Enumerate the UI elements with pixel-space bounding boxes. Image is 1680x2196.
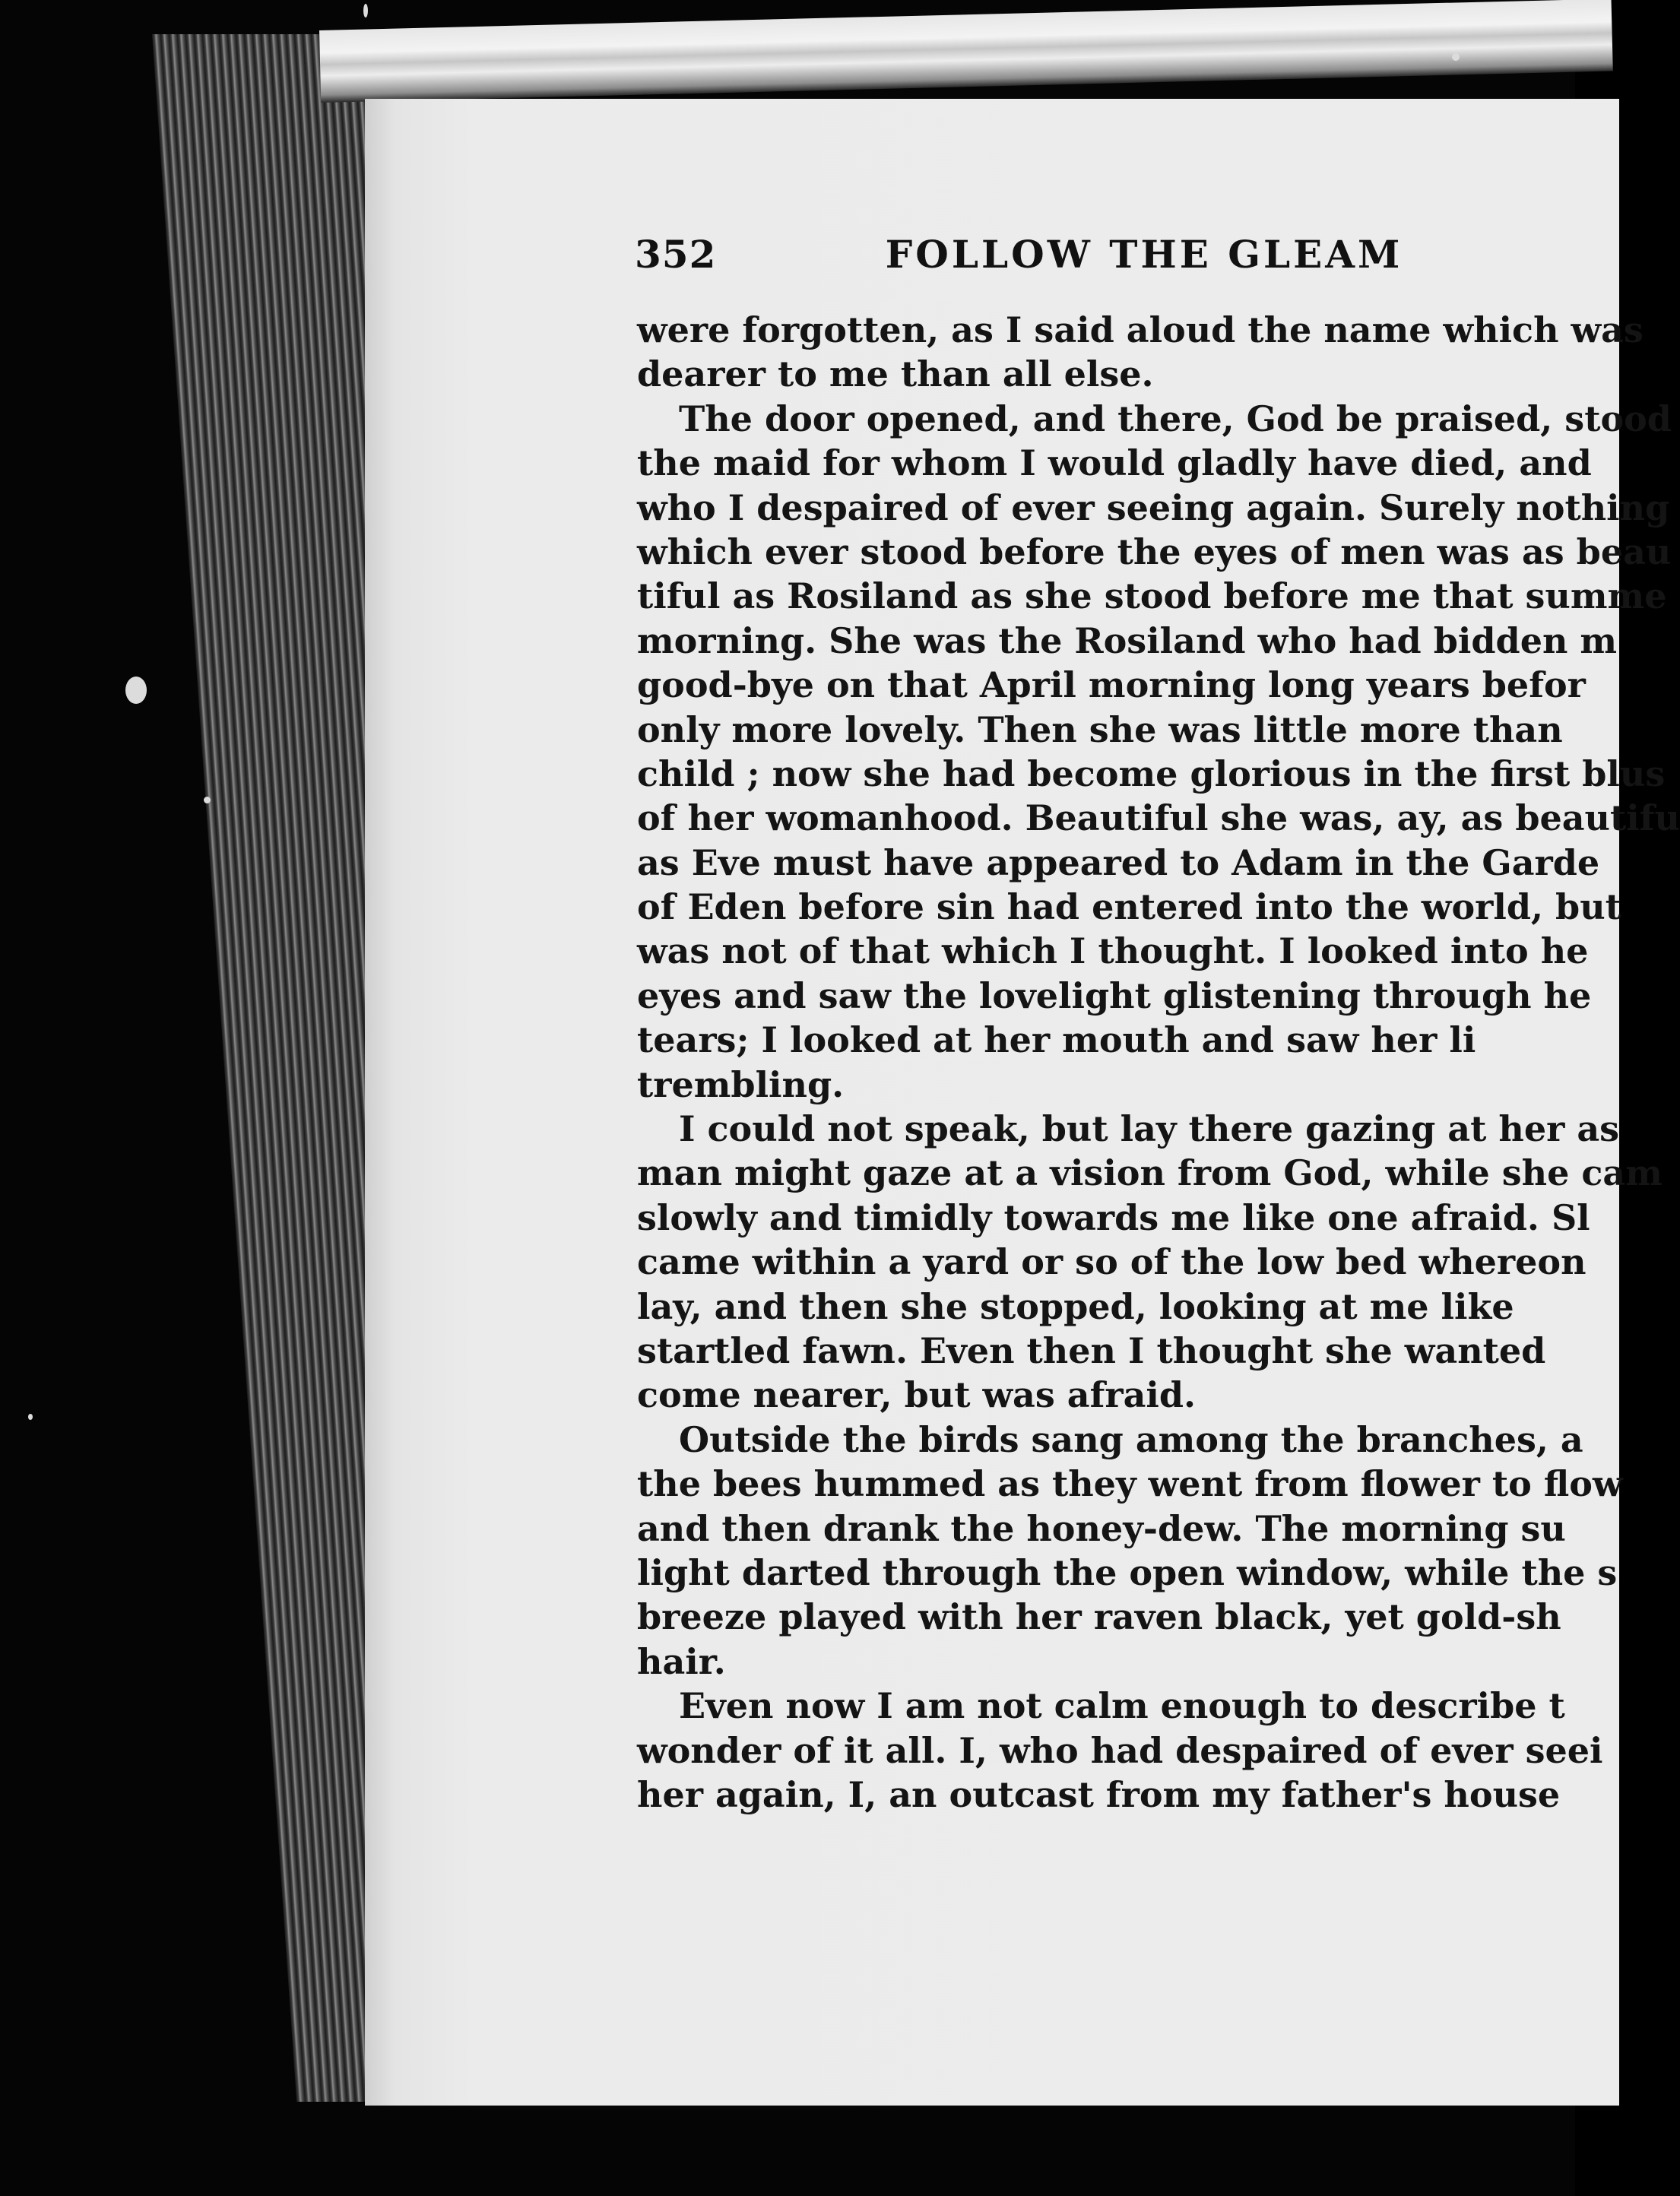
body-text [637,308,1680,1817]
text-line: only more lovely. Then she was little more than [637,708,1563,750]
text-line: were forgotten, as I said aloud the name which was [637,309,1644,350]
text-line: morning. She was the Rosiland who had bidden m [637,620,1618,661]
text-line: come nearer, but was afraid. [637,1374,1197,1416]
text-line: slowly and timidly towards me like one afraid. Sl [637,1196,1590,1238]
text-line: hair. [637,1640,726,1682]
text-line: startled fawn. Even then I thought she wanted [637,1329,1546,1371]
text-line: Even now I am not calm enough to describe t [679,1685,1565,1727]
text-line: trembling. [637,1063,845,1105]
text-line: came within a yard or so of the low bed whereon [637,1241,1586,1283]
text-line: her again, I, an outcast from my father's house [637,1773,1561,1815]
text-line: tiful as Rosiland as she stood before me that summe [637,575,1667,617]
text-line: man might gaze at a vision from God, while she cam [637,1152,1663,1194]
text-line: dearer to me than all else. [637,353,1154,395]
scan-speck [1452,53,1460,61]
text-line: of her womanhood. Beautiful she was, ay, as beautifu [637,797,1680,839]
text-line: I could not speak, but lay there gazing at her as [679,1108,1620,1150]
scan-speck [125,677,147,704]
text-line: of Eden before sin had entered into the world, but [637,886,1621,928]
text-line: The door opened, and there, God be praised, stood [679,398,1672,439]
text-line: which ever stood before the eyes of men was as beau [637,531,1672,572]
text-line: Outside the birds sang among the branches, a [679,1418,1583,1460]
text-line: was not of that which I thought. I looked into he [637,930,1589,972]
text-line: the maid for whom I would gladly have died, and [637,442,1592,484]
book-top-leaves [319,0,1613,103]
text-line: and then drank the honey-dew. The morning su [637,1507,1566,1549]
running-title: FOLLOW THE GLEAM [885,232,1403,277]
scan-speck [204,797,211,803]
text-line: light darted through the open window, while the s [637,1551,1618,1593]
text-line: eyes and saw the lovelight glistening through he [637,974,1592,1016]
text-line: breeze played with her raven black, yet gold-sh [637,1596,1561,1638]
running-head [635,232,1623,277]
text-line: as Eve must have appeared to Adam in the Garde [637,841,1600,883]
text-line: the bees hummed as they went from flower to flow [637,1463,1623,1505]
text-line: lay, and then she stopped, looking at me like [637,1285,1514,1327]
text-line: tears; I looked at her mouth and saw her li [637,1019,1476,1061]
scan-speck [363,4,368,17]
text-line: wonder of it all. I, who had despaired of ever seei [637,1729,1603,1771]
text-line: good-bye on that April morning long years befor [637,664,1586,706]
page-number: 352 [635,232,717,277]
scan-speck [28,1414,33,1420]
text-line: who I despaired of ever seeing again. Surely nothing [637,486,1670,528]
text-line: child ; now she had become glorious in the first blus [637,753,1666,794]
